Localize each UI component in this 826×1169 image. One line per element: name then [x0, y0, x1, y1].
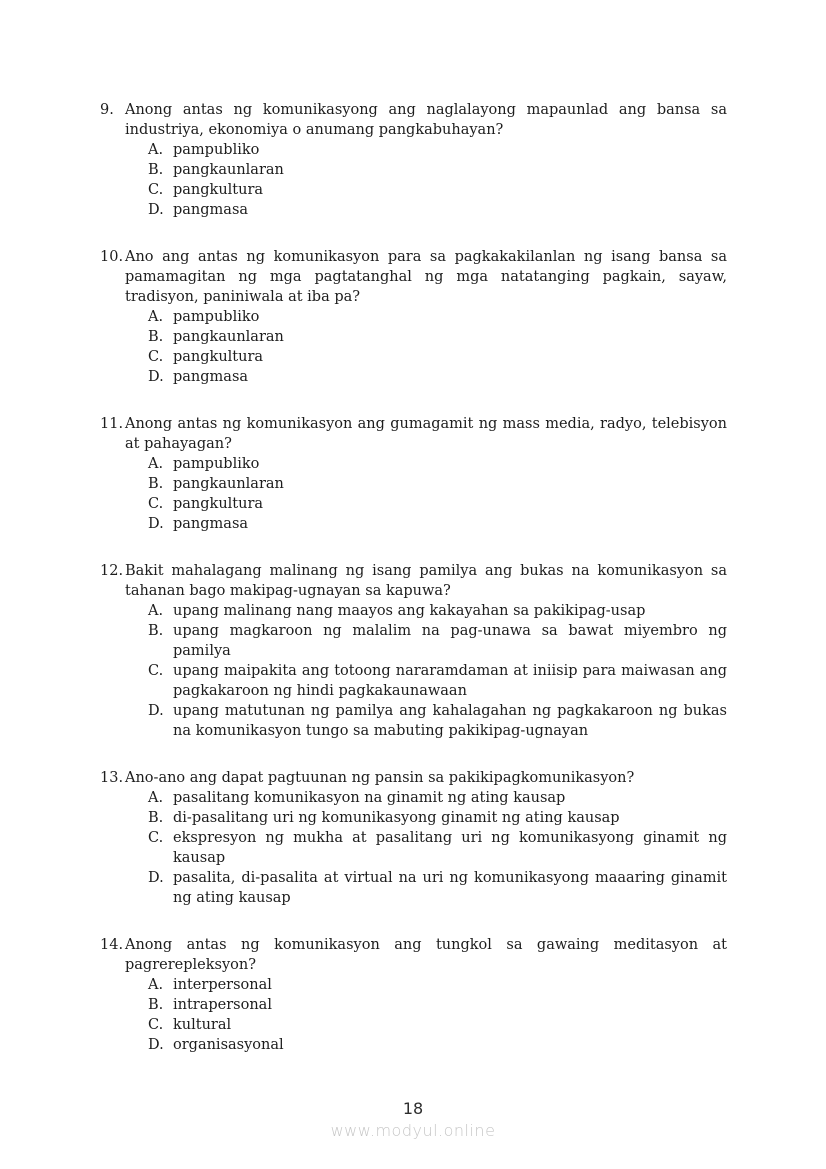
option-item: [148, 474, 727, 494]
option-text: organisasyonal: [173, 1037, 284, 1053]
option-text: upang malinang nang maayos ang kakayahan sa pakikipag-usap: [173, 603, 646, 619]
watermark: www.modyul.online: [330, 1121, 496, 1140]
options-list: [148, 454, 727, 534]
option-text: ekspresyon ng mukha at pasalitang uri ng komunikasyong ginamit ng kausap: [173, 830, 727, 866]
option-item: [148, 788, 727, 808]
option-item: [148, 347, 727, 367]
page-number: 18: [402, 1099, 424, 1118]
option-letter: D.: [148, 202, 164, 218]
option-text: di-pasalitang uri ng komunikasyong ginamit ng ating kausap: [173, 810, 620, 826]
question-number: 14.: [100, 937, 124, 953]
option-text: pampubliko: [173, 456, 260, 472]
question-item: [100, 414, 727, 534]
option-letter: A.: [148, 142, 164, 158]
options-list: [148, 307, 727, 387]
options-list: [148, 601, 727, 741]
question-header: [100, 935, 727, 975]
question-number: 10.: [100, 249, 124, 265]
option-letter: C.: [148, 349, 164, 365]
option-letter: A.: [148, 977, 164, 993]
option-letter: D.: [148, 703, 164, 719]
option-text: pangkultura: [173, 349, 264, 365]
question-text: Ano-ano ang dapat pagtuunan ng pansin sa pakikipagkomunikasyon?: [125, 770, 635, 786]
option-item: [148, 868, 727, 908]
option-text: upang maipakita ang totoong nararamdaman at iniisip para maiwasan ang pagkakaroon ng hindi pagkakaunawaan: [173, 663, 727, 699]
question-header: [100, 247, 727, 307]
option-letter: A.: [148, 309, 164, 325]
option-text: upang matutunan ng pamilya ang kahalagahan ng pagkakaroon ng bukas na komunikasyon tungo sa mabuting pakikipag-ugnayan: [173, 703, 727, 739]
option-item: [148, 454, 727, 474]
option-text: pangkaunlaran: [173, 162, 284, 178]
option-item: [148, 160, 727, 180]
option-letter: D.: [148, 870, 164, 886]
options-list: [148, 975, 727, 1055]
option-item: [148, 307, 727, 327]
option-letter: A.: [148, 790, 164, 806]
option-item: [148, 621, 727, 661]
option-item: [148, 367, 727, 387]
option-text: intrapersonal: [173, 997, 272, 1013]
option-text: pangkultura: [173, 496, 264, 512]
option-item: [148, 327, 727, 347]
option-letter: B.: [148, 162, 164, 178]
option-item: [148, 494, 727, 514]
option-letter: B.: [148, 997, 164, 1013]
option-letter: C.: [148, 663, 164, 679]
option-item: [148, 995, 727, 1015]
option-letter: A.: [148, 603, 164, 619]
option-letter: B.: [148, 623, 164, 639]
option-letter: B.: [148, 329, 164, 345]
option-item: [148, 701, 727, 741]
question-header: [100, 100, 727, 140]
options-list: [148, 140, 727, 220]
option-item: [148, 661, 727, 701]
option-letter: B.: [148, 810, 164, 826]
option-text: pangkultura: [173, 182, 264, 198]
options-list: [148, 788, 727, 908]
option-text: pangmasa: [173, 516, 249, 532]
option-letter: D.: [148, 369, 164, 385]
option-text: pangkaunlaran: [173, 329, 284, 345]
question-text: Anong antas ng komunikasyon ang gumagamit ng mass media, radyo, telebisyon at pahayagan?: [125, 416, 727, 452]
question-header: [100, 414, 727, 454]
question-header: [100, 561, 727, 601]
option-letter: A.: [148, 456, 164, 472]
option-letter: C.: [148, 182, 164, 198]
option-item: [148, 808, 727, 828]
option-text: pangmasa: [173, 202, 249, 218]
option-text: pampubliko: [173, 309, 260, 325]
option-text: pampubliko: [173, 142, 260, 158]
option-letter: C.: [148, 496, 164, 512]
option-item: [148, 1035, 727, 1055]
question-item: [100, 100, 727, 220]
question-item: [100, 935, 727, 1055]
option-letter: C.: [148, 1017, 164, 1033]
option-item: [148, 601, 727, 621]
option-text: pasalitang komunikasyon na ginamit ng ating kausap: [173, 790, 566, 806]
option-item: [148, 975, 727, 995]
option-item: [148, 828, 727, 868]
question-text: Ano ang antas ng komunikasyon para sa pagkakakilanlan ng isang bansa sa pamamagitan ng mga pagtatanghal ng mga natatanging pagkain, sayaw, tradisyon, paniniwala at iba pa?: [125, 249, 727, 305]
option-text: pasalita, di-pasalita at virtual na uri ng komunikasyong maaaring ginamit ng ating kausap: [173, 870, 727, 906]
option-letter: D.: [148, 1037, 164, 1053]
option-item: [148, 140, 727, 160]
question-text: Anong antas ng komunikasyong ang naglalayong mapaunlad ang bansa sa industriya, ekonomiya o anumang pangkabuhayan?: [125, 102, 727, 138]
question-number: 13.: [100, 770, 124, 786]
option-text: upang magkaroon ng malalim na pag-unawa sa bawat miyembro ng pamilya: [173, 623, 727, 659]
option-item: [148, 1015, 727, 1035]
question-item: [100, 768, 727, 908]
option-text: pangkaunlaran: [173, 476, 284, 492]
option-text: interpersonal: [173, 977, 272, 993]
option-letter: C.: [148, 830, 164, 846]
question-item: [100, 247, 727, 387]
question-text: Bakit mahalagang malinang ng isang pamilya ang bukas na komunikasyon sa tahanan bago makipag-ugnayan sa kapuwa?: [125, 563, 727, 599]
option-item: [148, 514, 727, 534]
option-letter: D.: [148, 516, 164, 532]
option-item: [148, 180, 727, 200]
option-letter: B.: [148, 476, 164, 492]
option-text: pangmasa: [173, 369, 249, 385]
questions-list: [100, 100, 727, 1082]
option-text: kultural: [173, 1017, 232, 1033]
question-item: [100, 561, 727, 741]
question-number: 9.: [100, 102, 114, 118]
question-number: 12.: [100, 563, 124, 579]
option-item: [148, 200, 727, 220]
question-header: [100, 768, 727, 788]
question-text: Anong antas ng komunikasyon ang tungkol sa gawaing meditasyon at pagrerepleksyon?: [125, 937, 727, 973]
question-number: 11.: [100, 416, 124, 432]
